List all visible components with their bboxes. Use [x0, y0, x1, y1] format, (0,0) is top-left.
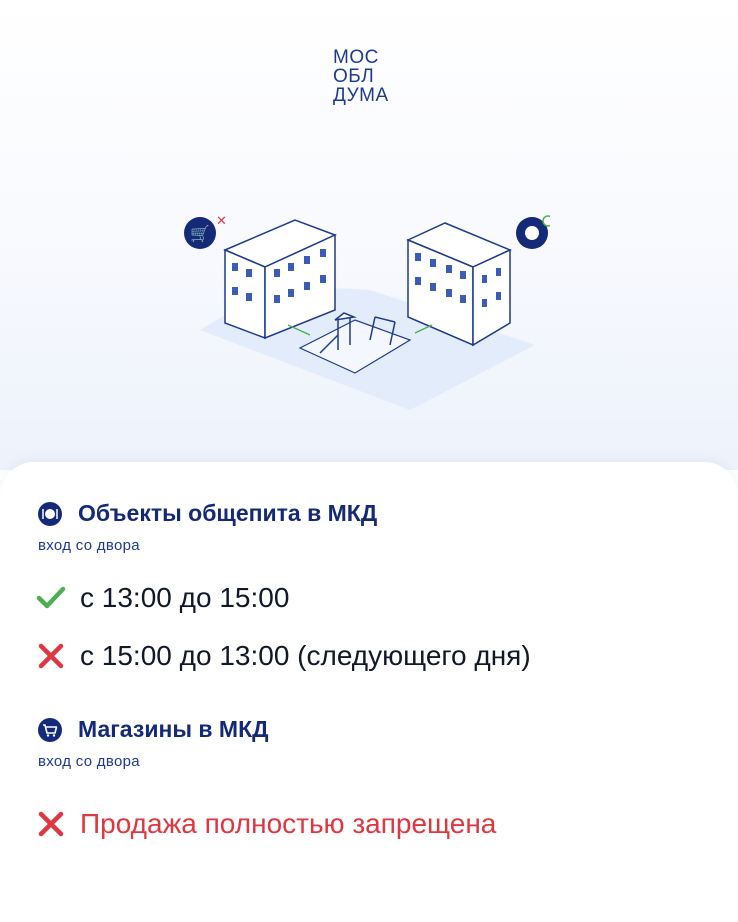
rule-forbidden: с 15:00 до 13:00 (следующего дня)	[36, 640, 531, 672]
svg-text:🛒: 🛒	[190, 226, 210, 243]
rule-forbidden: Продажа полностью запрещена	[36, 808, 496, 840]
mosoblduma-logo: МОС ОБЛ ДУМА	[333, 47, 389, 106]
section-title-catering: Объекты общепита в МКД	[38, 500, 377, 527]
cafe-allowed-badge	[516, 216, 550, 249]
cross-icon	[36, 643, 66, 669]
rule-allowed: с 13:00 до 15:00	[36, 582, 289, 614]
buildings-illustration	[170, 205, 550, 420]
section-subtitle: вход со двора	[38, 537, 140, 554]
cart-icon	[38, 718, 62, 742]
plate-icon	[38, 502, 62, 526]
cross-icon	[36, 811, 66, 837]
section-subtitle: вход со двора	[38, 753, 140, 770]
rules-card	[0, 462, 738, 922]
svg-text:✕: ✕	[216, 213, 227, 228]
section-title-shops: Магазины в МКД	[38, 716, 269, 743]
check-icon	[36, 585, 66, 611]
cart-forbidden-badge	[184, 213, 227, 249]
